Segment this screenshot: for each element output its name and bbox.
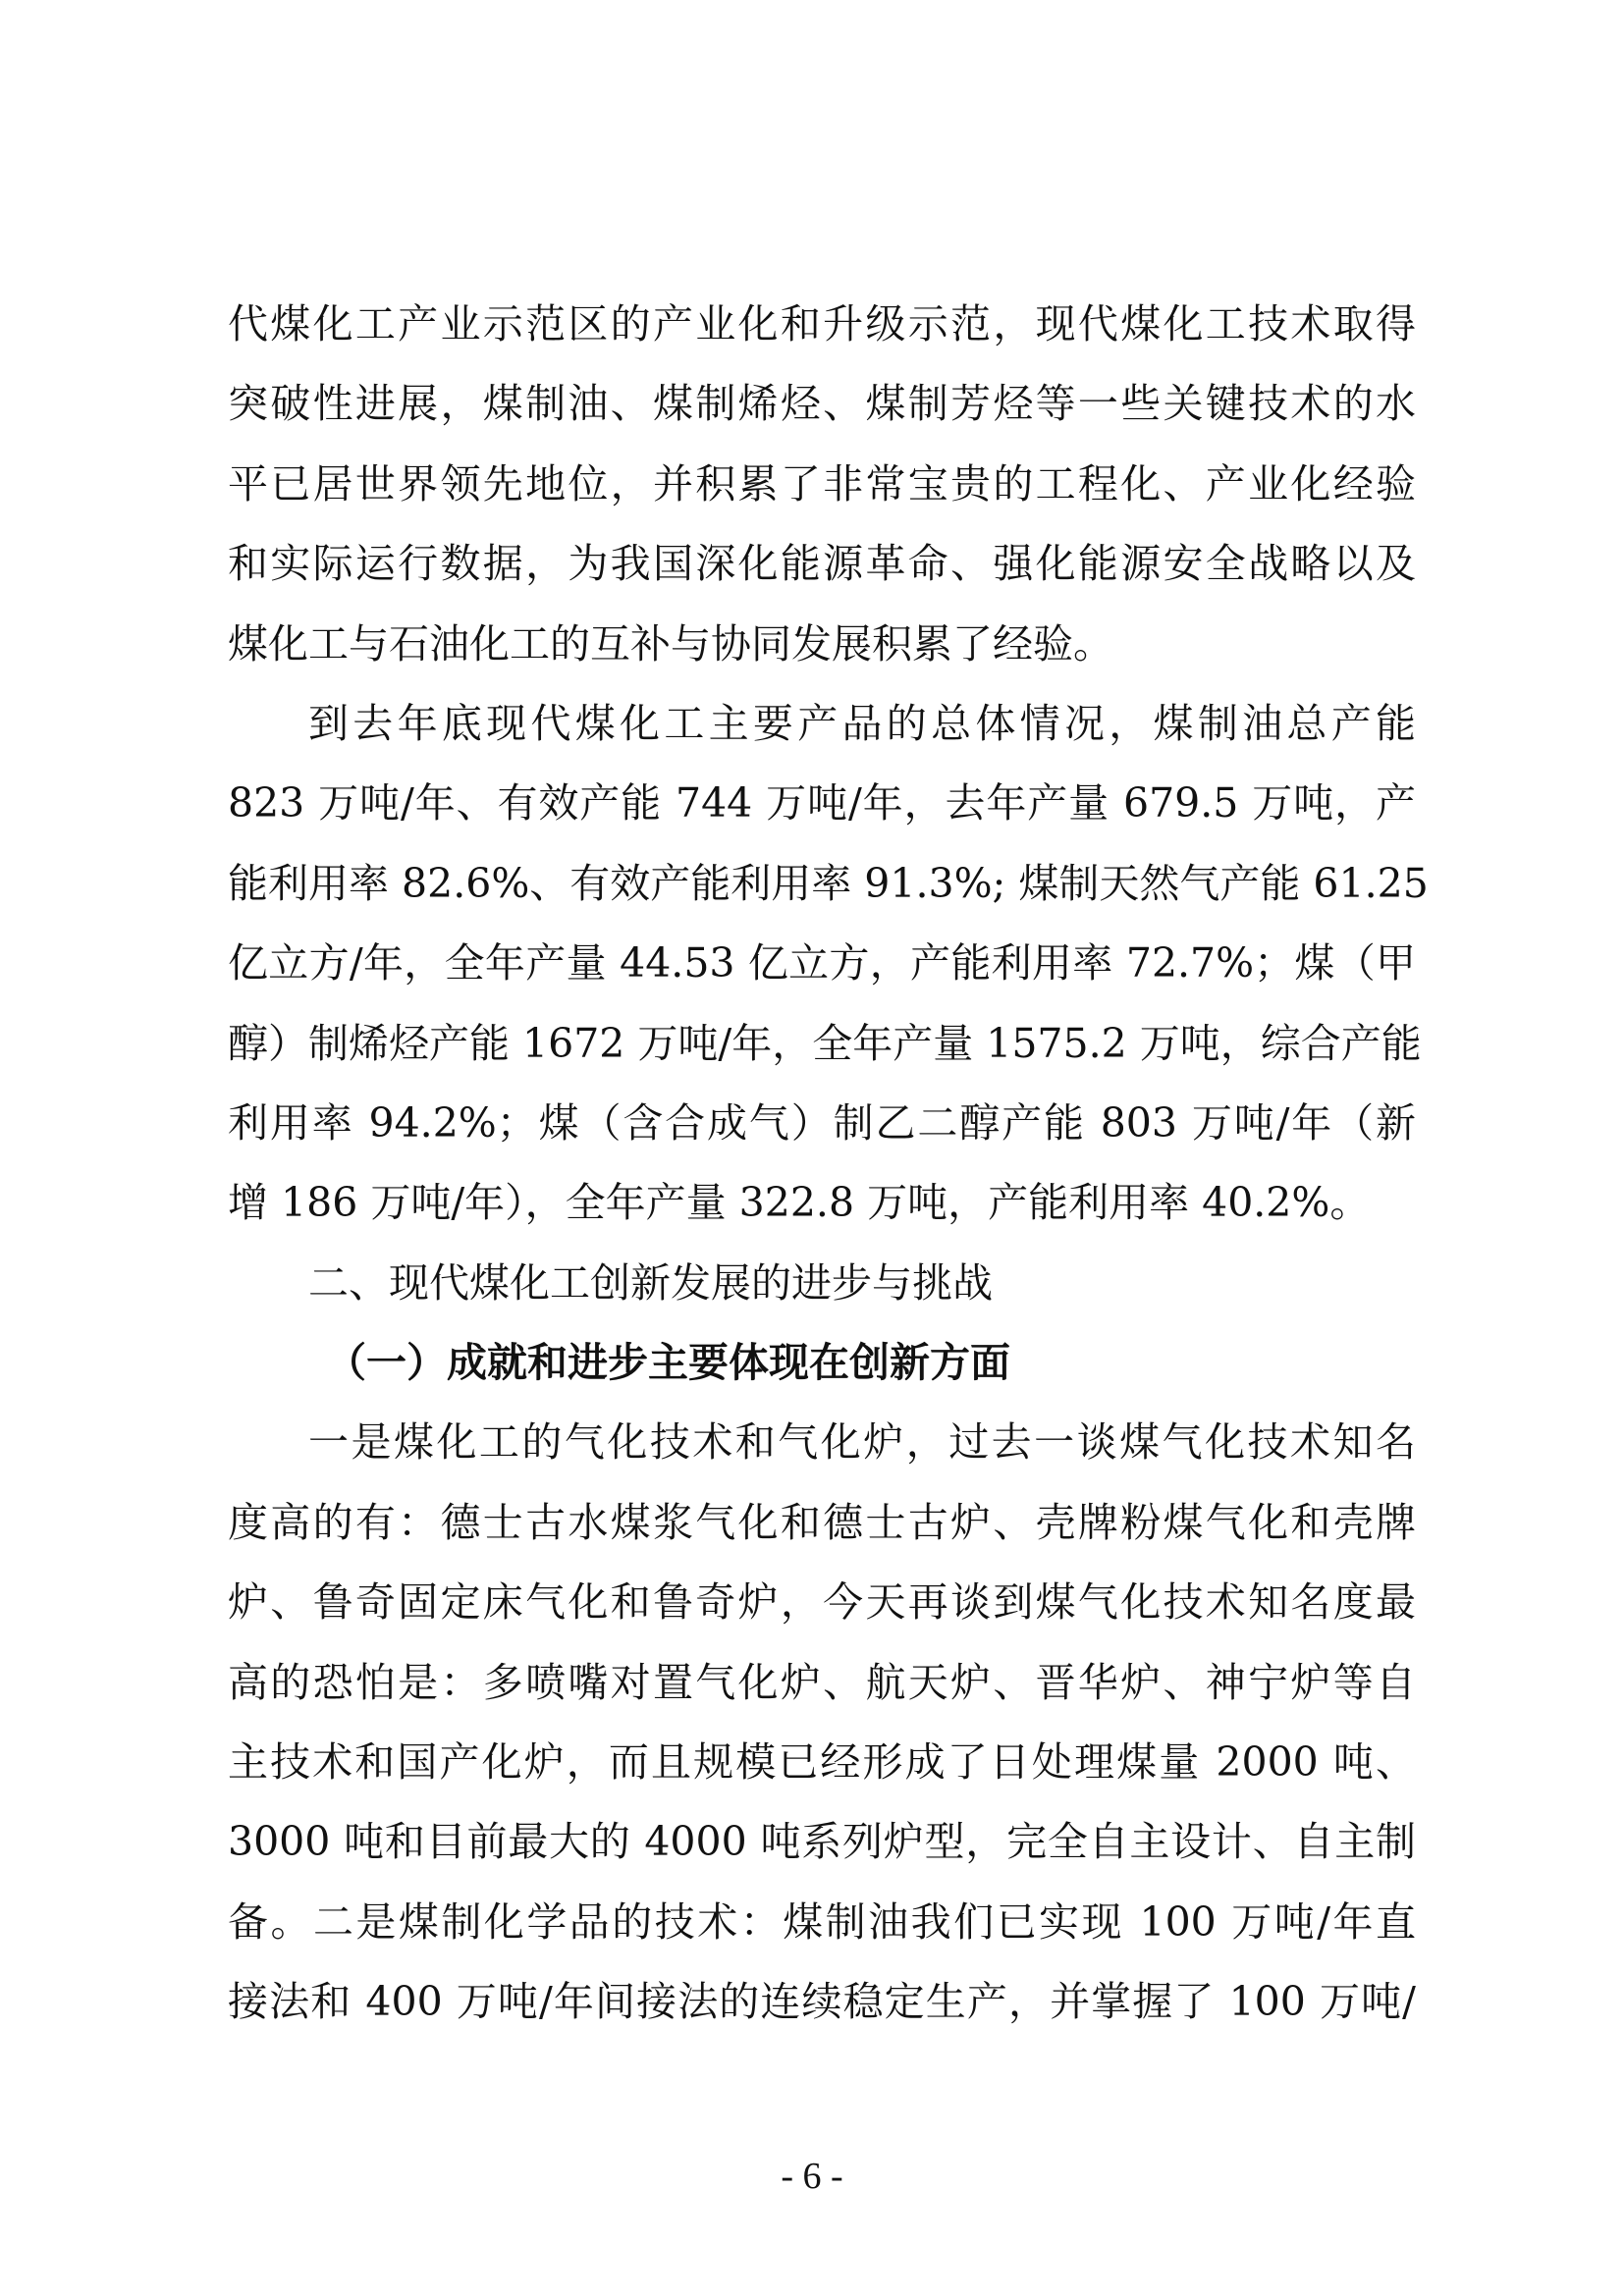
section-heading: 二、现代煤化工创新发展的进步与挑战 (308, 1258, 993, 1307)
paragraph-line: 一是煤化工的气化技术和气化炉，过去一谈煤气化技术知名 (308, 1418, 1416, 1467)
paragraph-line: 平已居世界领先地位，并积累了非常宝贵的工程化、产业化经验 (228, 459, 1416, 507)
subsection-heading: （一）成就和进步主要体现在创新方面 (326, 1339, 1010, 1387)
paragraph-line: 到去年底现代煤化工主要产品的总体情况，煤制油总产能 (308, 699, 1416, 747)
paragraph-line: 代煤化工产业示范区的产业化和升级示范，现代煤化工技术取得 (228, 300, 1416, 347)
paragraph-line: 和实际运行数据，为我国深化能源革命、强化能源安全战略以及 (228, 540, 1416, 588)
paragraph-line: 增 186 万吨/年），全年产量 322.8 万吨，产能利用率 40.2%。 (228, 1179, 1371, 1227)
paragraph-line: 突破性进展，煤制油、煤制烯烃、煤制芳烃等一些关键技术的水 (228, 380, 1416, 428)
paragraph-line: 3000 吨和目前最大的 4000 吨系列炉型，完全自主设计、自主制 (228, 1818, 1416, 1866)
document-body (228, 285, 1429, 2043)
paragraph-line: 炉、鲁奇固定床气化和鲁奇炉，今天再谈到煤气化技术知名度最 (228, 1578, 1416, 1627)
paragraph-line: 接法和 400 万吨/年间接法的连续稳定生产，并掌握了 100 万吨/ (228, 1978, 1416, 2026)
paragraph-line: 主技术和国产化炉，而且规模已经形成了日处理煤量 2000 吨、 (228, 1738, 1416, 1787)
paragraph-line: 度高的有：德士古水煤浆气化和德士古炉、壳牌粉煤气化和壳牌 (228, 1498, 1416, 1546)
paragraph-line: 煤化工与石油化工的互补与协同发展积累了经验。 (228, 619, 1113, 667)
paragraph-line: 醇）制烯烃产能 1672 万吨/年，全年产量 1575.2 万吨，综合产能 (228, 1019, 1422, 1067)
paragraph-line: 823 万吨/年、有效产能 744 万吨/年，去年产量 679.5 万吨，产 (228, 779, 1416, 828)
paragraph-line: 利用率 94.2%；煤（含合成气）制乙二醇产能 803 万吨/年（新 (228, 1098, 1416, 1147)
paragraph-line: 能利用率 82.6%、有效产能利用率 91.3%; 煤制天然气产能 61.25 (228, 859, 1429, 907)
paragraph-line: 高的恐怕是：多喷嘴对置气化炉、航天炉、晋华炉、神宁炉等自 (228, 1658, 1416, 1706)
page-number: - 6 - (781, 2156, 843, 2197)
paragraph-line: 亿立方/年，全年产量 44.53 亿立方，产能利用率 72.7%；煤（甲 (228, 939, 1416, 988)
paragraph-line: 备。二是煤制化学品的技术：煤制油我们已实现 100 万吨/年直 (228, 1897, 1416, 1946)
